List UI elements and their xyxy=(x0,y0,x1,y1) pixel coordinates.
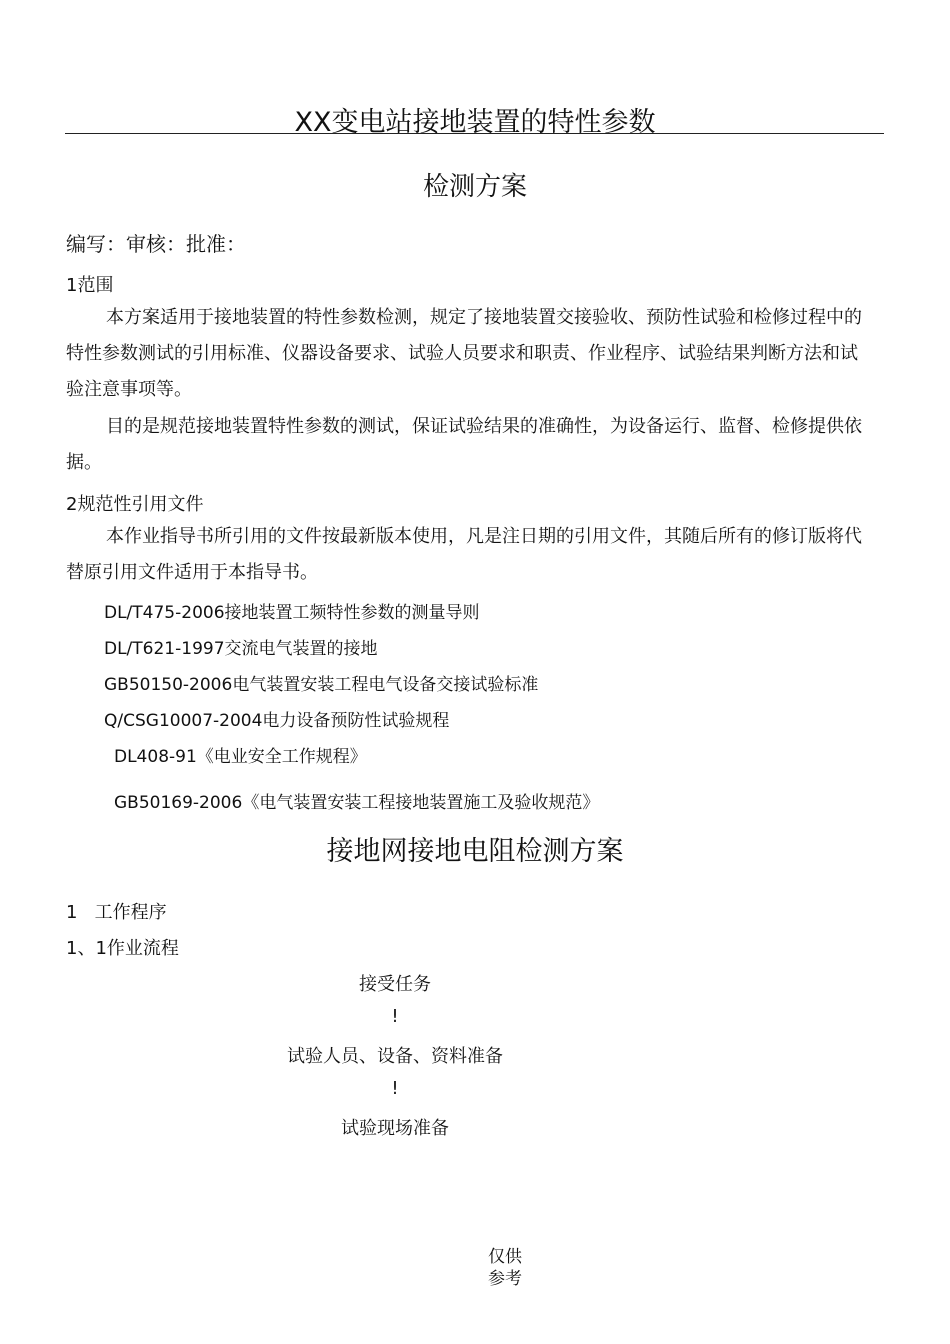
reference-item: DL/T475-2006接地装置工频特性参数的测量导则 xyxy=(104,603,480,623)
title-underline xyxy=(65,133,884,134)
flow-step: 试验人员、设备、资料准备 xyxy=(287,1046,503,1067)
reference-item: Q/CSG10007-2004电力设备预防性试验规程 xyxy=(104,711,450,731)
workflow-heading: 1 工作程序 xyxy=(66,902,167,923)
section-heading-references: 2规范性引用文件 xyxy=(66,494,204,515)
document-subtitle: 检测方案 xyxy=(422,172,527,202)
references-paragraph: 本作业指导书所引用的文件按最新版本使用，凡是注日期的引用文件，其随后所有的修订版将代替原引用文件适用于本指导书。 xyxy=(66,526,862,583)
flow-arrow: ! xyxy=(391,1006,399,1027)
reference-item: DL408-91《电业安全工作规程》 xyxy=(114,747,367,767)
workflow-subheading: 1、1作业流程 xyxy=(66,938,179,959)
section-heading-scope: 1范围 xyxy=(66,275,114,296)
scope-paragraph-2: 目的是规范接地装置特性参数的测试，保证试验结果的准确性，为设备运行、监督、检修提供依据。 xyxy=(66,416,862,473)
flow-arrow: ! xyxy=(391,1078,399,1099)
signature-line: 编写：审核：批准： xyxy=(66,232,246,256)
plan-title: 接地网接地电阻检测方案 xyxy=(326,836,624,867)
flow-step: 接受任务 xyxy=(359,974,431,995)
document-title: XX变电站接地装置的特性参数 xyxy=(294,107,656,138)
scope-paragraph-1: 本方案适用于接地装置的特性参数检测，规定了接地装置交接验收、预防性试验和检修过程中的特性参数测试的引用标准、仪器设备要求、试验人员要求和职责、作业程序、试验结果判断方法和试验注意事项等。 xyxy=(66,307,862,400)
flow-step: 试验现场准备 xyxy=(341,1118,449,1139)
reference-item: DL/T621-1997交流电气装置的接地 xyxy=(104,639,378,659)
reference-item: GB50169-2006《电气装置安装工程接地装置施工及验收规范》 xyxy=(114,793,600,813)
footer-note: 仅供参考 xyxy=(488,1247,522,1289)
reference-item: GB50150-2006电气装置安装工程电气设备交接试验标准 xyxy=(104,675,539,695)
